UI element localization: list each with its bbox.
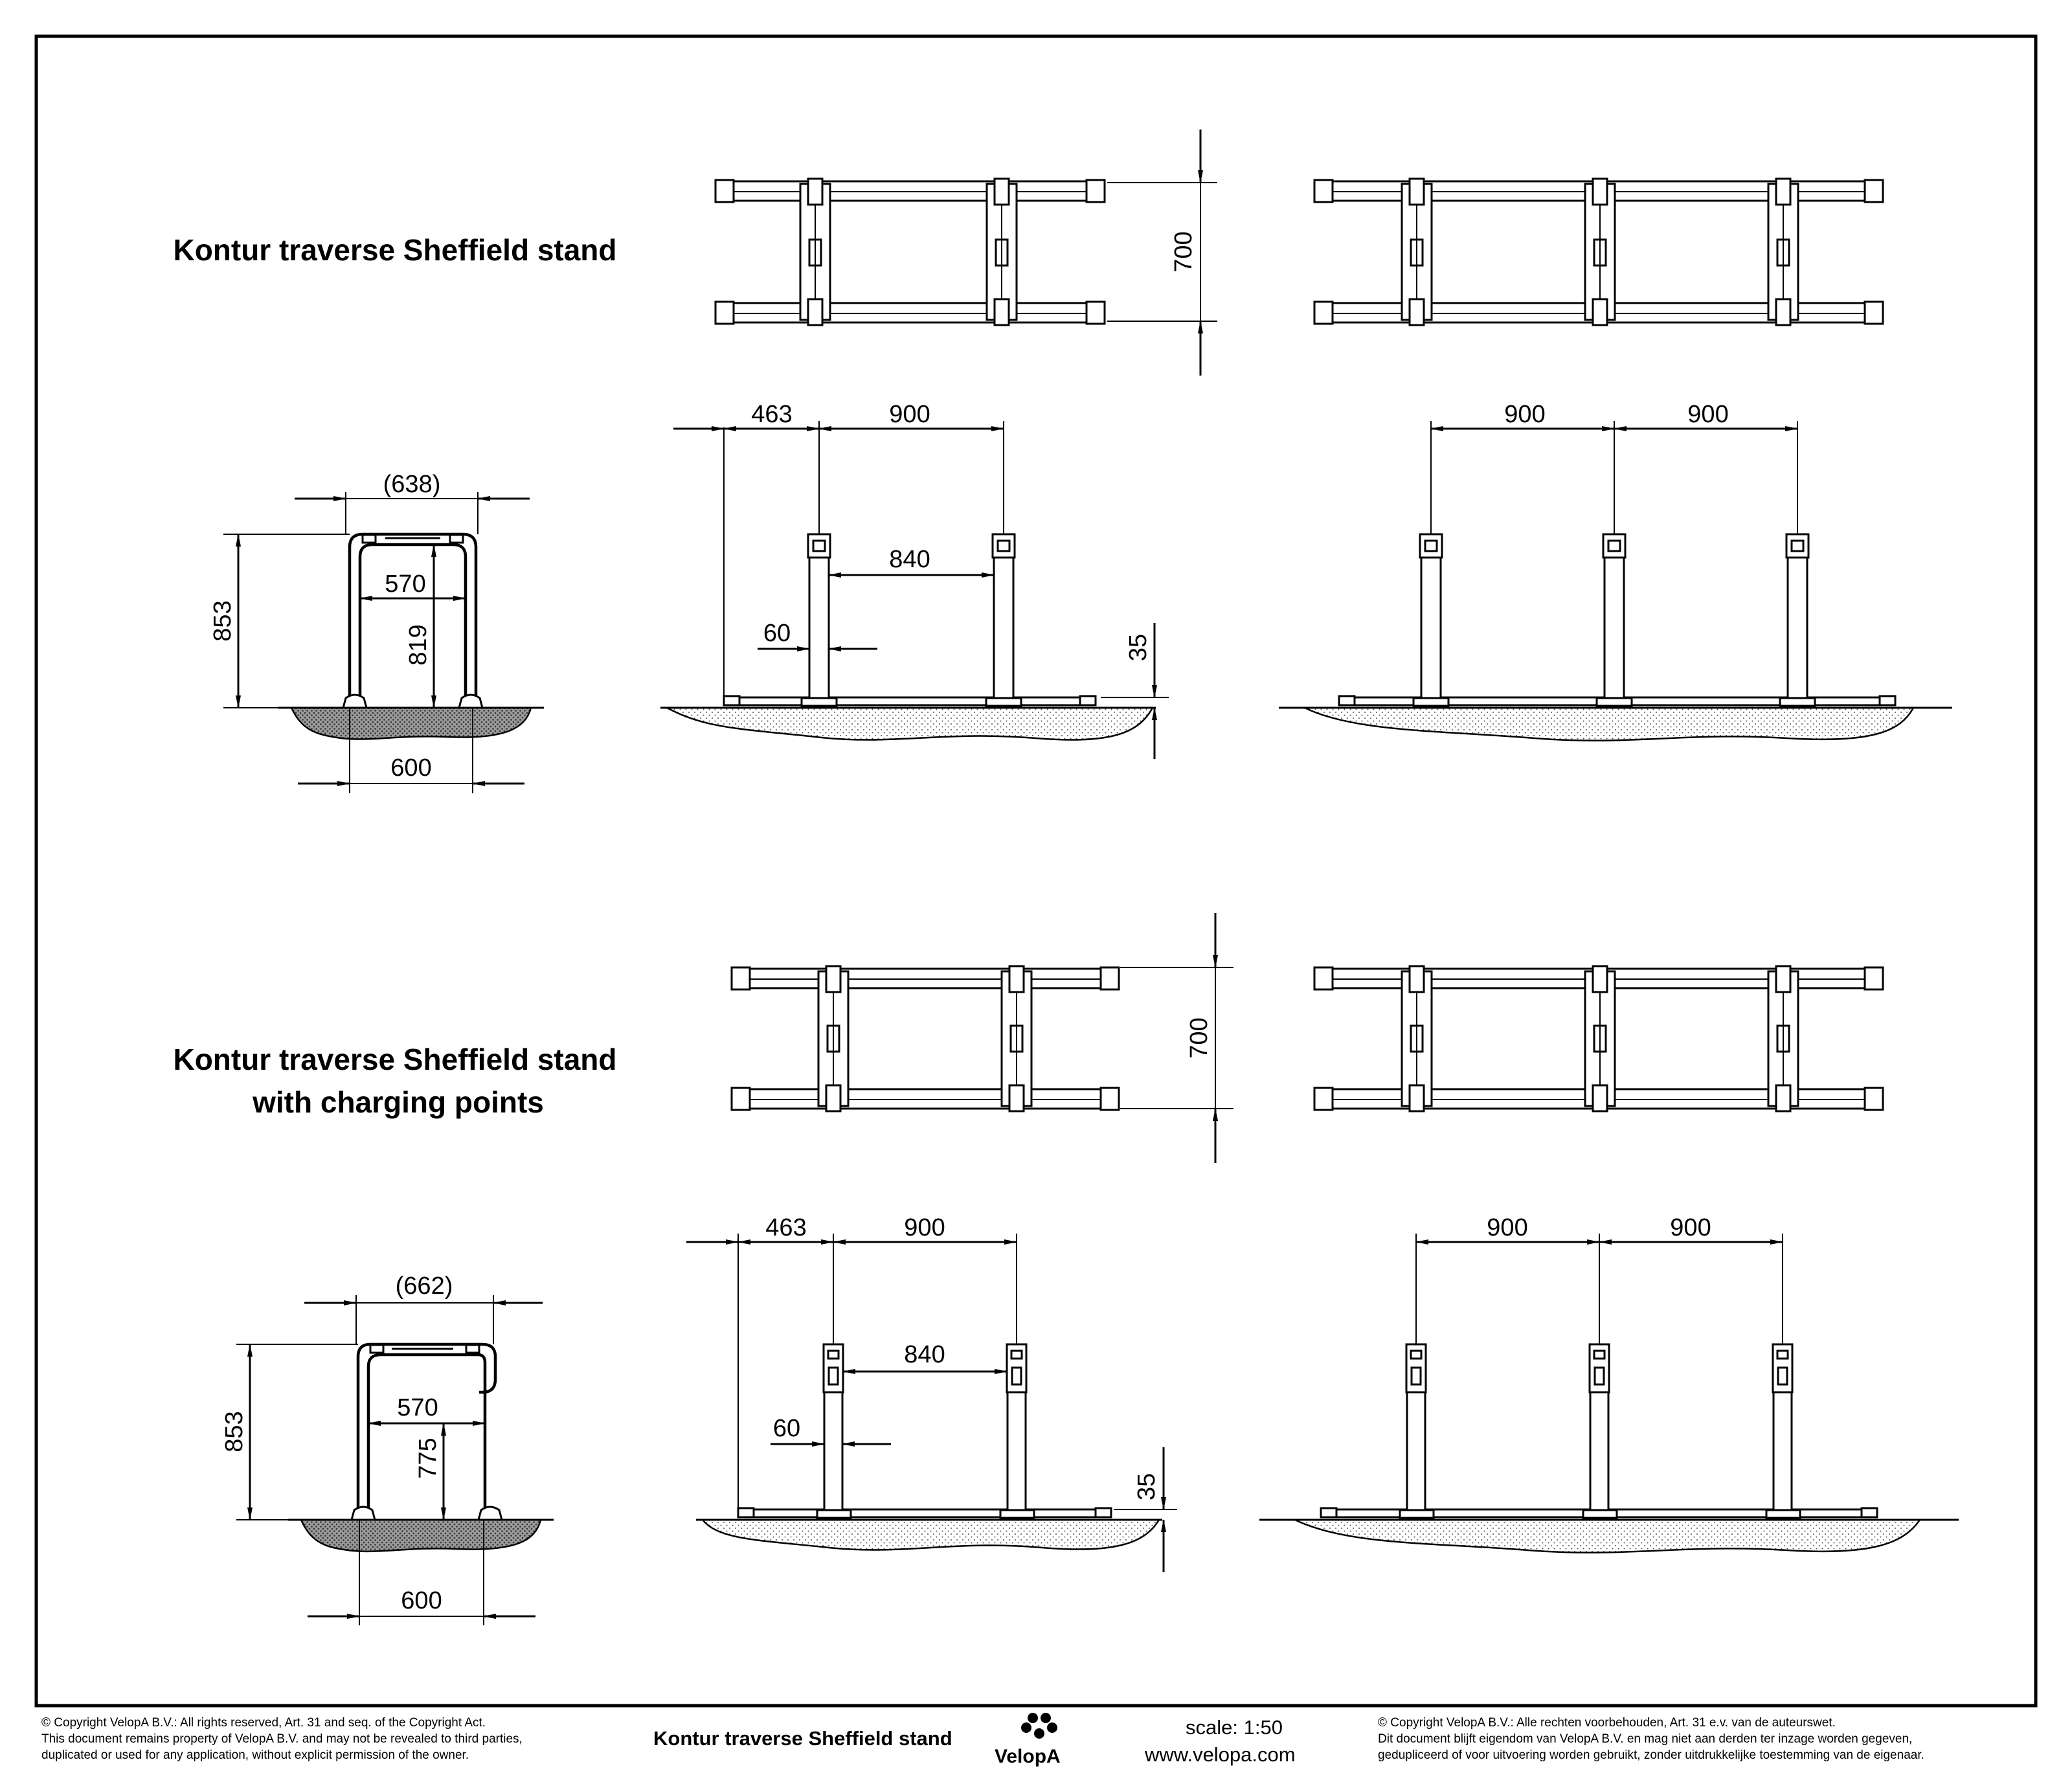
sheet-frame: [36, 36, 2036, 1706]
dim-height: 853: [209, 600, 236, 642]
drawing-title: Kontur traverse Sheffield stand: [653, 1727, 952, 1750]
section-title-line: Kontur traverse Sheffield stand: [173, 233, 617, 267]
copyright-nl-line: © Copyright VelopA B.V.: Alle rechten voorbehouden, Art. 31 e.v. van de auteurswet.: [1378, 1716, 1836, 1730]
dim-spacing: 900: [889, 401, 930, 428]
section-charging: [173, 913, 1959, 1625]
dim-width-outer: (662): [395, 1272, 453, 1300]
copyright-en-line: This document remains property of VelopA B.V. and may not be revealed to third parties,: [41, 1732, 523, 1746]
top-view-3-hoops: [1314, 179, 1883, 325]
dim-spacing-1: 900: [1487, 1214, 1528, 1241]
dim-offset: 463: [751, 401, 793, 428]
dim-depth: 700: [1170, 231, 1197, 273]
copyright-en-line: © Copyright VelopA B.V.: All rights reserved, Art. 31 and seq. of the Copyright Act.: [41, 1716, 486, 1730]
dim-spacing-1: 900: [1504, 401, 1546, 428]
copyright-nl-line: gedupliceerd of voor uitvoering worden gebruikt, zonder uitdrukkelijke toestemming van de eigenaar.: [1378, 1748, 1924, 1762]
brand-name: VelopA: [995, 1746, 1061, 1767]
dim-base-width: 600: [401, 1587, 442, 1614]
dim-base-width: 600: [390, 754, 432, 782]
dim-spacing-2: 900: [1670, 1214, 1711, 1241]
dim-depth: 700: [1186, 1017, 1213, 1059]
side-view-3-hoops: [1279, 401, 1952, 741]
section-title-line: with charging points: [253, 1085, 544, 1119]
front-view-charging: [221, 1272, 554, 1625]
copyright-en: [41, 1715, 523, 1763]
website: www.velopa.com: [1145, 1743, 1296, 1766]
dim-base-height: 35: [1133, 1473, 1160, 1501]
dim-clear-span: 840: [904, 1341, 945, 1368]
title-block: [36, 1710, 2036, 1771]
dim-base-height: 35: [1125, 633, 1152, 662]
dim-spacing: 900: [904, 1214, 945, 1241]
section-standard: [173, 130, 1952, 793]
copyright-nl-line: Dit document blijft eigendom van VelopA B.V. en mag niet aan derden ter inzage worden gegeven,: [1378, 1732, 1913, 1746]
front-view: [209, 471, 544, 793]
copyright-en-line: duplicated or used for any application, without explicit permission of the owner.: [41, 1748, 469, 1762]
dim-height: 853: [221, 1411, 248, 1452]
dim-tube: 60: [772, 1415, 801, 1442]
scale: scale: 1:50: [1186, 1716, 1283, 1739]
side-view-2-hoops: [660, 401, 1169, 759]
side-view-3-hoops-charging: [1259, 1214, 1959, 1553]
dim-clear-span: 840: [889, 546, 930, 573]
dim-width-inner: 570: [397, 1394, 438, 1421]
dim-width-inner: 570: [385, 570, 426, 598]
dim-offset: 463: [765, 1214, 807, 1241]
dim-inner-height: 775: [414, 1438, 442, 1479]
dim-width-outer: (638): [383, 471, 441, 498]
dim-tube: 60: [763, 620, 791, 647]
dim-spacing-2: 900: [1687, 401, 1729, 428]
top-view-3-hoops-charging: [1314, 966, 1883, 1111]
top-view-2-hoops-charging: [732, 913, 1233, 1163]
side-view-2-hoops-charging: [686, 1214, 1177, 1572]
top-view-2-hoops: [715, 130, 1217, 376]
section-title-line: Kontur traverse Sheffield stand: [173, 1043, 617, 1076]
copyright-nl: [1378, 1715, 1924, 1763]
dim-inner-height: 819: [405, 624, 432, 666]
